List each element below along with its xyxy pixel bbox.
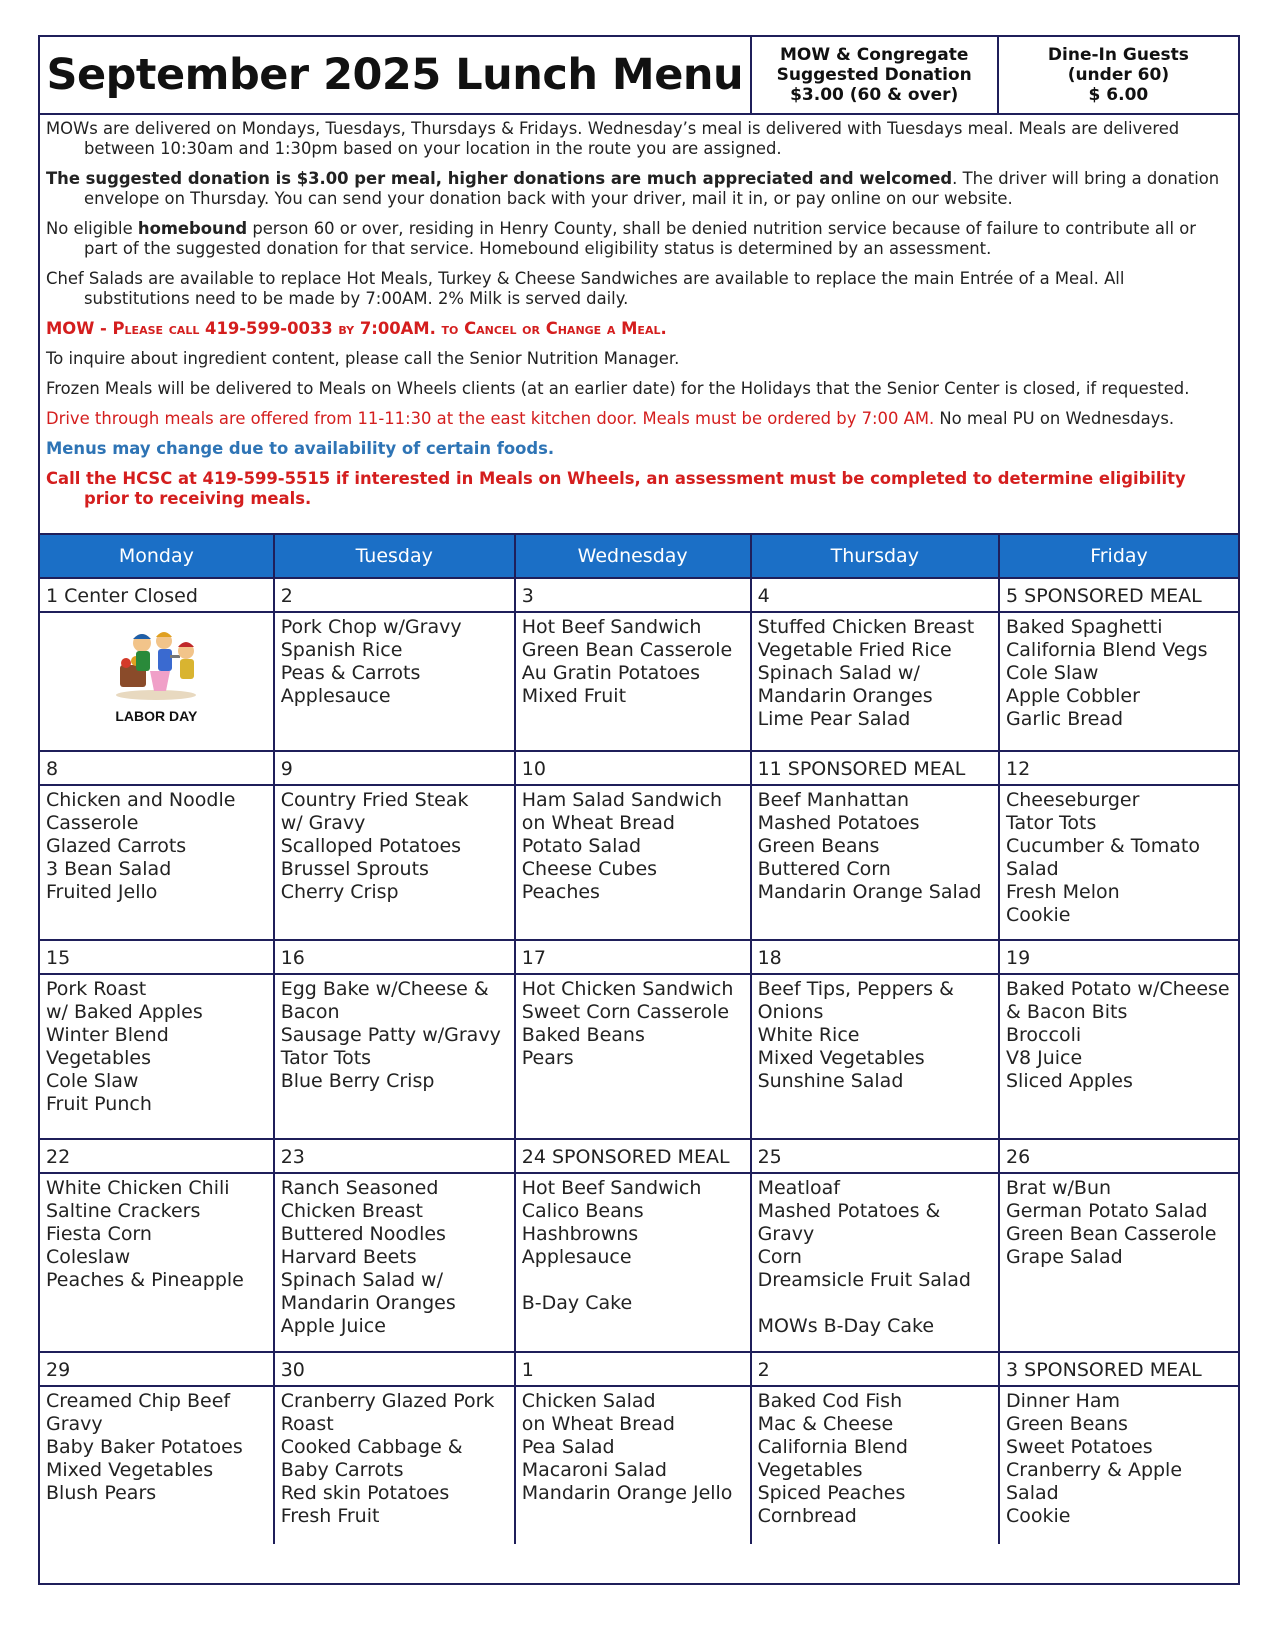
mow-box-line: MOW & Congregate [780,45,969,65]
menu-item: w/ Baked Apples [46,1001,203,1023]
menu-item: 3 Bean Salad [46,858,172,880]
menu-item: Chicken Breast [280,1200,423,1222]
menu-item: Vegetable Fried Rice [757,639,952,661]
donation-bold: The suggested donation is $3.00 per meal, higher donations are much appreciated and welcomed [46,169,953,188]
homebound-bold: homebound [137,219,248,238]
info-call-hcsc: Call the HCSC at 419-599-5515 if interested in Meals on Wheels, an assessment must be completed to determine eligibility prior to receiving meals. [46,469,1186,508]
info-frozen-meals: Frozen Meals will be delivered to Meals on Wheels clients (at an earlier date) for the Holidays that the Senior Center is closed, if requested. [46,379,1190,398]
date-cell: 12 [999,751,1238,785]
menu-cell [999,785,1238,940]
menu-item: Bacon [280,1001,340,1023]
date-row [40,578,1238,612]
menu-cell [40,1386,274,1544]
date-cell: 15 [40,940,274,974]
menu-item: V8 Juice [1006,1047,1083,1069]
menu-item: Sliced Apples [1006,1070,1133,1092]
menu-item: Mixed Vegetables [46,1459,214,1481]
mow-donation-box [752,37,999,113]
date-cell: 1 Center Closed [40,578,274,612]
date-cell: 1 [515,1352,751,1386]
menu-item: Cranberry & Apple [1006,1459,1183,1481]
menu-item: Sunshine Salad [757,1070,904,1092]
menu-cell [999,1173,1238,1352]
date-cell: 16 [274,940,515,974]
page-title: September 2025 Lunch Menu [40,37,752,113]
menu-cell [751,612,999,751]
menu-item: Cheese Cubes [521,858,658,880]
menu-item: Sweet Potatoes [1006,1436,1153,1458]
menu-item: Glazed Carrots [46,835,187,857]
menu-header [40,37,1238,115]
menu-item: Apple Juice [280,1315,386,1337]
menu-item: Lime Pear Salad [757,708,911,730]
menu-item: Hot Chicken Sandwich [521,978,734,1000]
info-section [40,115,1238,535]
menu-cell [515,785,751,940]
date-cell: 25 [751,1139,999,1173]
menu-row [40,1173,1238,1352]
menu-cell [40,785,274,940]
menu-item: Green Beans [757,835,880,857]
menu-cell [751,1173,999,1352]
menu-item: Chicken Salad [521,1390,656,1412]
date-cell: 19 [999,940,1238,974]
labor-day-label: LABOR DAY [115,707,198,724]
menu-item: Dinner Ham [1006,1390,1120,1412]
menu-item: Fruited Jello [46,881,158,903]
date-cell: 18 [751,940,999,974]
menu-item: Casserole [46,812,139,834]
menu-item: w/ Gravy [280,812,366,834]
menu-item: Gravy [757,1223,815,1245]
menu-item: Saltine Crackers [46,1200,201,1222]
menu-cell [274,785,515,940]
info-eligibility [46,219,1230,259]
calendar-body [40,578,1238,1544]
menu-item: Calico Beans [521,1200,644,1222]
date-row [40,940,1238,974]
menu-item: Mashed Potatoes & [757,1200,941,1222]
menu-item: on Wheat Bread [521,1413,675,1435]
menu-item: Macaroni Salad [521,1459,667,1481]
weekday-header-row [40,535,1238,578]
date-row [40,1352,1238,1386]
menu-item: Ranch Seasoned [280,1177,439,1199]
menu-item: Vegetables [757,1459,863,1481]
date-cell: 9 [274,751,515,785]
menu-item: Green Beans [1006,1413,1128,1435]
menu-item: Corn [757,1246,802,1268]
menu-row [40,1386,1238,1544]
menu-item: Peas & Carrots [280,662,421,684]
menu-item: Peaches & Pineapple [46,1269,244,1291]
eligibility-text-b: person 60 or over, residing in Henry County, shall be denied nutrition service because of failure to contribute all or part of the suggested donation for that service. Homebound eligibility status is determined by an assessment. [84,219,1196,258]
info-donation [46,169,1230,209]
menu-item: Brat w/Bun [1006,1177,1112,1199]
menu-cell [515,612,751,751]
menu-item: Mandarin Orange Salad [757,881,982,903]
date-cell: 8 [40,751,274,785]
menu-item: Au Gratin Potatoes [521,662,700,684]
menu-cell [999,612,1238,751]
menu-item: Hashbrowns [521,1223,639,1245]
menu-item: Baked Potato w/Cheese [1006,978,1230,1000]
menu-item: Potato Salad [521,835,642,857]
menu-cell [751,1386,999,1544]
eligibility-text-a: No eligible [46,219,138,238]
menu-spacer [758,1292,992,1315]
menu-cell [40,612,274,751]
menu-item: MOWs B-Day Cake [757,1315,935,1337]
calendar-table [40,535,1238,1544]
menu-cell [40,974,274,1139]
menu-item: Spinach Salad w/ [757,662,920,684]
menu-item: Salad [1006,858,1059,880]
date-cell: 30 [274,1352,515,1386]
menu-item: Cole Slaw [1006,662,1099,684]
info-delivery: MOWs are delivered on Mondays, Tuesdays, Thursdays & Fridays. Wednesday’s meal is delivered with Tuesdays meal. Meals are delivered between 10:30am and 1:30pm based on your location in the route you are assigned. [46,119,1180,158]
menu-cell [751,785,999,940]
menu-item: Mandarin Oranges [757,685,933,707]
date-cell: 23 [274,1139,515,1173]
info-drive-through [46,409,1230,429]
date-cell: 3 SPONSORED MEAL [999,1352,1238,1386]
menu-item: Broccoli [1006,1024,1082,1046]
labor-day-workers-icon [106,625,206,703]
date-cell: 17 [515,940,751,974]
menu-item: Spanish Rice [280,639,403,661]
menu-item: Baked Beans [521,1024,645,1046]
donation-rest: . The driver will bring a donation envelope on Thursday. You can send your donation back with your driver, mail it in, or pay online on our website. [84,169,1220,208]
menu-item: Winter Blend [46,1024,169,1046]
menu-cell [999,1386,1238,1544]
menu-item: Fruit Punch [46,1093,152,1115]
weekday-header: Tuesday [274,535,515,578]
menu-row [40,612,1238,751]
menu-item: Stuffed Chicken Breast [757,616,975,638]
menu-item: Applesauce [521,1246,632,1268]
menu-item: White Chicken Chili [46,1177,230,1199]
menu-item: Roast [280,1413,334,1435]
menu-item: Baked Spaghetti [1006,616,1163,638]
menu-item: Sausage Patty w/Gravy [280,1024,501,1046]
menu-item: Peaches [521,881,600,903]
drive-through-rest: No meal PU on Wednesdays. [934,409,1175,428]
mow-box-line: Suggested Donation [776,65,972,85]
menu-item: California Blend Vegs [1006,639,1208,661]
menu-item: Spinach Salad w/ [280,1269,443,1291]
menu-item: Mashed Potatoes [757,812,920,834]
menu-item: Red skin Potatoes [280,1482,450,1504]
menu-item: Ham Salad Sandwich [521,789,723,811]
menu-row [40,785,1238,940]
menu-item: Tator Tots [280,1047,372,1069]
weekday-header: Monday [40,535,274,578]
menu-item: Baby Carrots [280,1459,404,1481]
menu-item: Mixed Fruit [521,685,627,707]
weekday-header: Friday [999,535,1238,578]
menu-item: Spiced Peaches [757,1482,906,1504]
menu-item: Pea Salad [521,1436,615,1458]
menu-item: Chicken and Noodle [46,789,236,811]
info-menu-change: Menus may change due to availability of certain foods. [46,439,555,458]
menu-cell [751,974,999,1139]
menu-item: Beef Tips, Peppers & [757,978,954,1000]
menu-item: Sweet Corn Casserole [521,1001,730,1023]
menu-cell [515,974,751,1139]
menu-item: Hot Beef Sandwich [521,1177,702,1199]
menu-item: California Blend [757,1436,908,1458]
menu-item: Grape Salad [1006,1246,1123,1268]
menu-cell [515,1386,751,1544]
weekday-header: Wednesday [515,535,751,578]
menu-cell [999,974,1238,1139]
menu-item: Mandarin Oranges [280,1292,456,1314]
menu-item: Cucumber & Tomato [1006,835,1200,857]
menu-cell [274,974,515,1139]
menu-item: Country Fried Steak [280,789,469,811]
date-cell: 29 [40,1352,274,1386]
menu-sheet [38,35,1240,1585]
date-cell: 10 [515,751,751,785]
menu-item: on Wheat Bread [521,812,675,834]
menu-item: Cherry Crisp [280,881,399,903]
menu-item: Baby Baker Potatoes [46,1436,243,1458]
drive-through-red: Drive through meals are offered from 11-11:30 at the east kitchen door. Meals must be ordered by 7:00 AM. [46,409,935,428]
menu-row [40,974,1238,1139]
date-cell: 2 [274,578,515,612]
dine-in-price-box [999,37,1238,113]
menu-item: Pork Roast [46,978,147,1000]
dine-box-line: (under 60) [1067,65,1170,85]
mow-box-line: $3.00 (60 & over) [790,85,959,105]
menu-item: Blush Pears [46,1482,157,1504]
menu-item: Scalloped Potatoes [280,835,462,857]
menu-cell [274,1386,515,1544]
menu-item: Cole Slaw [46,1070,139,1092]
menu-item: Garlic Bread [1006,708,1124,730]
menu-item: Creamed Chip Beef [46,1390,231,1412]
menu-item: White Rice [757,1024,860,1046]
date-cell: 24 SPONSORED MEAL [515,1139,751,1173]
menu-item: Pork Chop w/Gravy [280,616,462,638]
date-cell: 11 SPONSORED MEAL [751,751,999,785]
menu-item: Gravy [46,1413,103,1435]
menu-item: B-Day Cake [521,1292,633,1314]
menu-item: German Potato Salad [1006,1200,1208,1222]
menu-spacer [522,1269,744,1292]
menu-item: Cookie [1006,1505,1071,1527]
menu-item: Buttered Corn [757,858,891,880]
menu-item: Blue Berry Crisp [280,1070,435,1092]
menu-item: Fiesta Corn [46,1223,152,1245]
menu-item: Fresh Fruit [280,1505,380,1527]
date-row [40,751,1238,785]
menu-item: Cooked Cabbage & [280,1436,463,1458]
menu-item: Cheeseburger [1006,789,1140,811]
menu-item: Mac & Cheese [757,1413,894,1435]
menu-item: Onions [757,1001,824,1023]
menu-item: Cranberry Glazed Pork [280,1390,495,1412]
menu-item: Fresh Melon [1006,881,1120,903]
menu-cell [274,1173,515,1352]
date-row [40,1139,1238,1173]
menu-item: Applesauce [280,685,391,707]
dine-box-line: $ 6.00 [1088,85,1149,105]
menu-item: Green Bean Casserole [521,639,733,661]
menu-cell [515,1173,751,1352]
menu-item: Pears [521,1047,574,1069]
menu-cell [274,612,515,751]
date-cell: 22 [40,1139,274,1173]
date-cell: 3 [515,578,751,612]
menu-item: Coleslaw [46,1246,131,1268]
weekday-header: Thursday [751,535,999,578]
menu-item: Egg Bake w/Cheese & [280,978,489,1000]
menu-item: Brussel Sprouts [280,858,429,880]
menu-item: Dreamsicle Fruit Salad [757,1269,971,1291]
menu-item: Salad [1006,1482,1059,1504]
menu-item: Harvard Beets [280,1246,417,1268]
menu-item: Mixed Vegetables [757,1047,925,1069]
menu-item: Buttered Noodles [280,1223,446,1245]
menu-item: Hot Beef Sandwich [521,616,702,638]
menu-item: Baked Cod Fish [757,1390,903,1412]
info-substitutions: Chef Salads are available to replace Hot Meals, Turkey & Cheese Sandwiches are available to replace the main Entrée of a Meal. All substitutions need to be made by 7:00AM. 2% Milk is served daily. [46,269,1125,308]
menu-item: Beef Manhattan [757,789,910,811]
info-cancel-notice: MOW - Please call 419-599-0033 by 7:00AM. to Cancel or Change a Meal. [46,319,667,338]
labor-day-clipart [46,616,267,736]
menu-item: & Bacon Bits [1006,1001,1128,1023]
menu-item: Vegetables [46,1047,151,1069]
date-cell: 4 [751,578,999,612]
date-cell: 5 SPONSORED MEAL [999,578,1238,612]
date-cell: 2 [751,1352,999,1386]
dine-box-line: Dine-In Guests [1047,45,1189,65]
date-cell: 26 [999,1139,1238,1173]
info-ingredients: To inquire about ingredient content, please call the Senior Nutrition Manager. [46,349,680,368]
menu-item: Apple Cobbler [1006,685,1140,707]
menu-item: Tator Tots [1006,812,1097,834]
menu-item: Green Bean Casserole [1006,1223,1217,1245]
menu-cell [40,1173,274,1352]
menu-item: Mandarin Orange Jello [521,1482,733,1504]
menu-item: Cornbread [757,1505,857,1527]
menu-item: Meatloaf [757,1177,840,1199]
menu-item: Cookie [1006,904,1071,926]
